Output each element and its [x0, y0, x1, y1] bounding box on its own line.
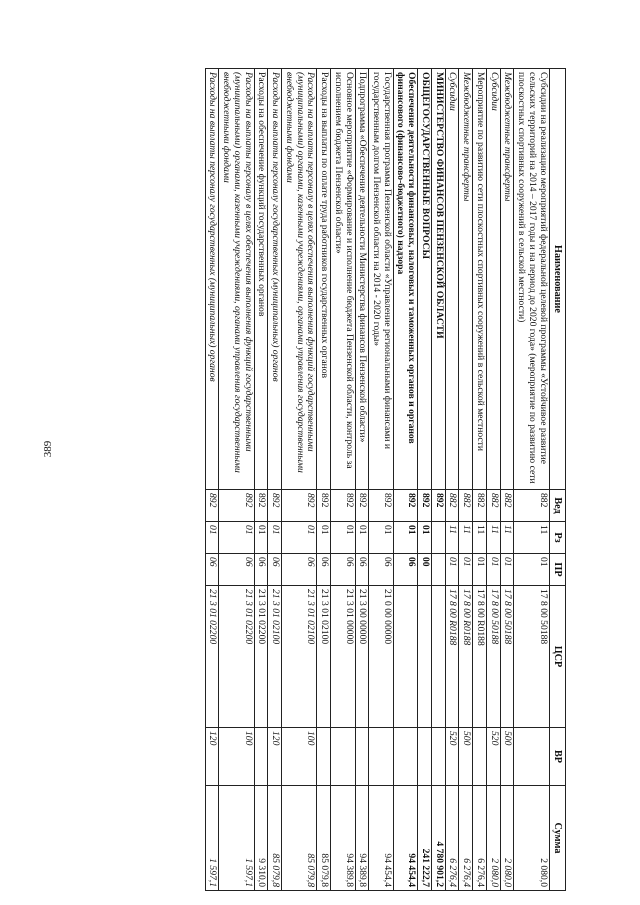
- table-row: [473, 69, 487, 891]
- cell-ved: 882: [459, 490, 473, 522]
- cell-sum: 2 080,0: [514, 786, 549, 891]
- cell-name: Основное мероприятие «Формирование и исполнение бюджета Пензенской области, контроль за исполнением бюджета Пензенской области»: [331, 69, 355, 490]
- cell-sum: 1 597,1: [219, 786, 254, 891]
- cell-name: Обеспечение деятельности финансовых, налоговых и таможенных органов и органов финансового (финансово-бюджетного) надзора: [393, 69, 417, 490]
- table-row: [219, 69, 254, 891]
- cell-sum: 85 079,8: [282, 786, 317, 891]
- cell-csr: 17 8 00 50188: [514, 586, 549, 728]
- cell-ved: 892: [431, 490, 445, 522]
- table-row: [393, 69, 417, 891]
- header-rz: Рз: [549, 522, 565, 554]
- cell-rz: 11: [459, 522, 473, 554]
- table-header-row: [549, 69, 565, 891]
- cell-rz: 11: [473, 522, 487, 554]
- cell-csr: 17 8 00 R0188: [473, 586, 487, 728]
- cell-pr: 01: [486, 554, 500, 586]
- cell-ved: 882: [473, 490, 487, 522]
- cell-ved: 892: [205, 490, 219, 522]
- cell-vr: [254, 728, 268, 786]
- cell-vr: 500: [459, 728, 473, 786]
- cell-name: Расходы на выплаты персоналу в целях обеспечения выполнения функций государственными (муниципальными) органами, казенными учреждениями, органами управления государственными внебюджетными фондами: [282, 69, 317, 490]
- table-row: [254, 69, 268, 891]
- cell-ved: 882: [445, 490, 459, 522]
- cell-ved: 892: [219, 490, 254, 522]
- table-row: [282, 69, 317, 891]
- cell-rz: 11: [445, 522, 459, 554]
- cell-pr: 06: [205, 554, 219, 586]
- cell-sum: 6 276,4: [445, 786, 459, 891]
- cell-sum: 6 276,4: [459, 786, 473, 891]
- header-ved: Вед: [549, 490, 565, 522]
- cell-csr: 21 3 01 02100: [282, 586, 317, 728]
- cell-sum: 94 389,8: [331, 786, 355, 891]
- cell-sum: 1 597,1: [205, 786, 219, 891]
- table-row: [418, 69, 432, 891]
- cell-pr: 06: [282, 554, 317, 586]
- cell-sum: 94 389,8: [355, 786, 369, 891]
- cell-vr: [393, 728, 417, 786]
- cell-vr: [418, 728, 432, 786]
- header-name: Наименование: [549, 69, 565, 490]
- table-body: [205, 69, 549, 891]
- cell-csr: 17 8 00 50188: [500, 586, 514, 728]
- cell-pr: 01: [473, 554, 487, 586]
- header-pr: ПР: [549, 554, 565, 586]
- cell-pr: 06: [393, 554, 417, 586]
- page-number: 389: [42, 440, 54, 458]
- cell-name: Расходы на обеспечение функций государственных органов: [254, 69, 268, 490]
- table-row: [205, 69, 219, 891]
- cell-rz: 01: [331, 522, 355, 554]
- table-row: [431, 69, 445, 891]
- cell-rz: 01: [268, 522, 282, 554]
- cell-ved: 882: [514, 490, 549, 522]
- cell-name: Расходы на выплаты по оплате труда работников государственных органов: [317, 69, 331, 490]
- cell-name: Подпрограмма «Обеспечение деятельности Министерства финансов Пензенской области»: [355, 69, 369, 490]
- header-csr: ЦСР: [549, 586, 565, 728]
- cell-csr: 21 3 01 02200: [205, 586, 219, 728]
- table-row: [369, 69, 393, 891]
- cell-rz: 11: [514, 522, 549, 554]
- cell-name: Мероприятие по развитию сети плоскостных спортивных сооружений в сельской местности: [473, 69, 487, 490]
- cell-csr: 17 8 00 R0188: [445, 586, 459, 728]
- cell-name: Расходы на выплаты персоналу государственных (муниципальных) органов: [205, 69, 219, 490]
- cell-rz: 01: [355, 522, 369, 554]
- cell-sum: 85 079,8: [317, 786, 331, 891]
- cell-rz: 11: [486, 522, 500, 554]
- cell-ved: 892: [331, 490, 355, 522]
- cell-csr: 21 3 01 02200: [254, 586, 268, 728]
- cell-csr: 17 8 00 50188: [486, 586, 500, 728]
- cell-vr: 520: [445, 728, 459, 786]
- cell-ved: 882: [486, 490, 500, 522]
- cell-vr: 500: [500, 728, 514, 786]
- cell-name: Государственная программа Пензенской области «Управление региональными финансами и государственным долгом Пензенской области на 2014 - 2020 годы»: [369, 69, 393, 490]
- table-row: [486, 69, 500, 891]
- cell-vr: [317, 728, 331, 786]
- cell-csr: 21 3 01 02200: [219, 586, 254, 728]
- cell-vr: 520: [486, 728, 500, 786]
- table-row: [445, 69, 459, 891]
- cell-vr: [473, 728, 487, 786]
- cell-rz: 01: [205, 522, 219, 554]
- table-row: [331, 69, 355, 891]
- cell-pr: [431, 554, 445, 586]
- cell-ved: 882: [500, 490, 514, 522]
- cell-name: Субсидии: [486, 69, 500, 490]
- cell-csr: 17 8 00 R0188: [459, 586, 473, 728]
- cell-name: МИНИСТЕРСТВО ФИНАНСОВ ПЕНЗЕНСКОЙ ОБЛАСТИ: [431, 69, 445, 490]
- cell-rz: [431, 522, 445, 554]
- cell-ved: 892: [393, 490, 417, 522]
- cell-pr: 01: [500, 554, 514, 586]
- cell-sum: 2 080,0: [500, 786, 514, 891]
- cell-vr: 120: [268, 728, 282, 786]
- budget-table: [205, 68, 566, 891]
- cell-sum: 4 780 901,2: [431, 786, 445, 891]
- cell-pr: 06: [219, 554, 254, 586]
- table-row: [268, 69, 282, 891]
- cell-vr: [369, 728, 393, 786]
- cell-pr: 06: [254, 554, 268, 586]
- cell-name: Субсидии на реализацию мероприятий федеральной целевой программы «Устойчивое развитие сельских территорий на 2014 – 2017 годы и на период до 2020 года» (мероприятие по развитию сети плоскостных спортивных сооружений в сельской местности): [514, 69, 549, 490]
- cell-sum: 94 454,4: [369, 786, 393, 891]
- cell-ved: 892: [254, 490, 268, 522]
- cell-pr: 06: [369, 554, 393, 586]
- cell-name: Межбюджетные трансферты: [500, 69, 514, 490]
- cell-rz: 01: [317, 522, 331, 554]
- table-row: [514, 69, 549, 891]
- cell-rz: 01: [219, 522, 254, 554]
- cell-csr: [393, 586, 417, 728]
- cell-csr: [418, 586, 432, 728]
- cell-pr: 01: [445, 554, 459, 586]
- header-vr: ВР: [549, 728, 565, 786]
- cell-name: Межбюджетные трансферты: [459, 69, 473, 490]
- header-sum: Сумма: [549, 786, 565, 891]
- cell-csr: 21 0 00 00000: [369, 586, 393, 728]
- cell-rz: 01: [369, 522, 393, 554]
- cell-ved: 892: [282, 490, 317, 522]
- cell-pr: 00: [418, 554, 432, 586]
- cell-pr: 06: [317, 554, 331, 586]
- cell-name: Расходы на выплаты персоналу государственных (муниципальных) органов: [268, 69, 282, 490]
- cell-vr: [514, 728, 549, 786]
- cell-rz: 01: [418, 522, 432, 554]
- table-row: [355, 69, 369, 891]
- cell-csr: 21 3 00 00000: [355, 586, 369, 728]
- cell-sum: 94 454,4: [393, 786, 417, 891]
- cell-pr: 06: [268, 554, 282, 586]
- cell-csr: 21 3 01 02100: [317, 586, 331, 728]
- cell-pr: 01: [459, 554, 473, 586]
- cell-ved: 892: [369, 490, 393, 522]
- cell-sum: 9 310,0: [254, 786, 268, 891]
- cell-vr: 100: [282, 728, 317, 786]
- cell-vr: [331, 728, 355, 786]
- cell-vr: [355, 728, 369, 786]
- cell-csr: 21 3 01 02100: [268, 586, 282, 728]
- cell-pr: 01: [514, 554, 549, 586]
- cell-pr: 06: [355, 554, 369, 586]
- cell-sum: 6 276,4: [473, 786, 487, 891]
- rotated-table-container: [66, 68, 566, 890]
- cell-rz: 01: [282, 522, 317, 554]
- cell-name: ОБЩЕГОСУДАРСТВЕННЫЕ ВОПРОСЫ: [418, 69, 432, 490]
- cell-ved: 892: [317, 490, 331, 522]
- cell-rz: 11: [500, 522, 514, 554]
- table-row: [500, 69, 514, 891]
- cell-sum: 241 222,7: [418, 786, 432, 891]
- cell-csr: [431, 586, 445, 728]
- cell-name: Субсидии: [445, 69, 459, 490]
- cell-rz: 01: [254, 522, 268, 554]
- cell-pr: 06: [331, 554, 355, 586]
- cell-csr: 21 3 01 00000: [331, 586, 355, 728]
- cell-sum: 2 080,0: [486, 786, 500, 891]
- cell-sum: 85 079,8: [268, 786, 282, 891]
- cell-ved: 892: [418, 490, 432, 522]
- cell-ved: 892: [355, 490, 369, 522]
- table-row: [459, 69, 473, 891]
- table-row: [317, 69, 331, 891]
- cell-ved: 892: [268, 490, 282, 522]
- cell-vr: [431, 728, 445, 786]
- cell-name: Расходы на выплаты персоналу в целях обеспечения выполнения функций государственными (муниципальными) органами, казенными учреждениями, органами управления государственными внебюджетными фондами: [219, 69, 254, 490]
- cell-rz: 01: [393, 522, 417, 554]
- cell-vr: 120: [205, 728, 219, 786]
- cell-vr: 100: [219, 728, 254, 786]
